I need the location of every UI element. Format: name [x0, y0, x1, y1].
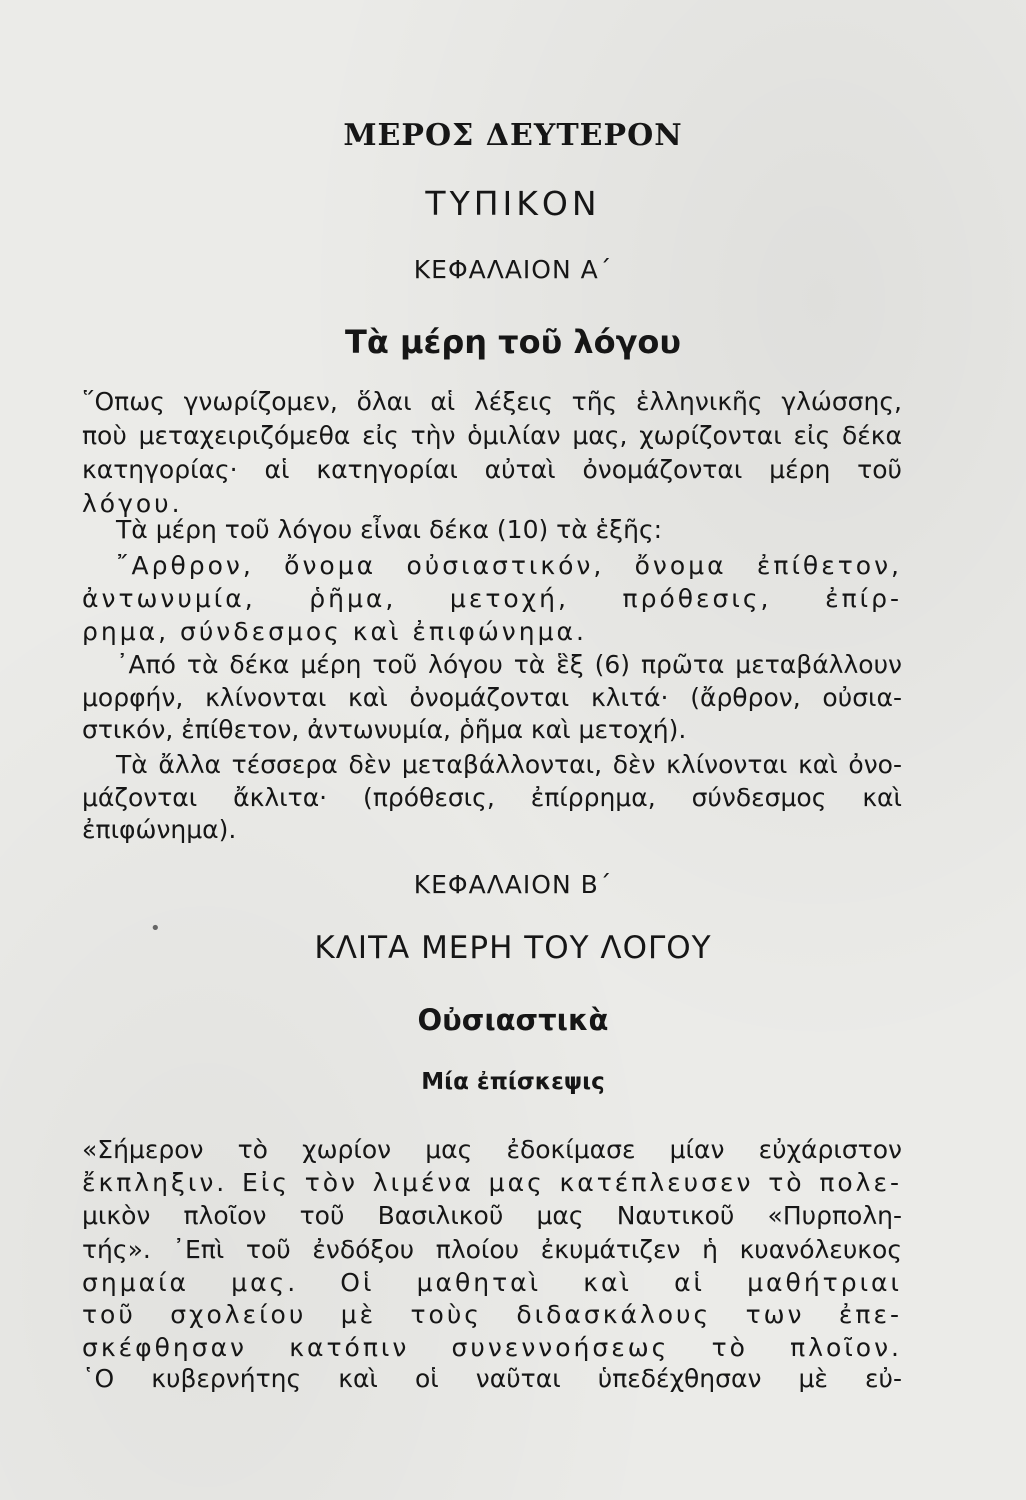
- paragraph-line: σημαία μας. Οἱ μαθηταὶ καὶ αἱ μαθήτριαι: [82, 1268, 902, 1297]
- ink-speck: •: [150, 918, 161, 939]
- paragraph-line: μάζονται ἄκλιτα· (πρόθεσις, ἐπίρρημα, σύνδεσμος καὶ: [82, 783, 902, 812]
- section-title: ΤΥΠΙΚΟΝ: [425, 184, 601, 223]
- paragraph-line: Τὰ μέρη τοῦ λόγου εἶναι δέκα (10) τὰ ἑξῆς:: [116, 515, 663, 544]
- paragraph-line: ἔκπληξιν. Εἰς τὸν λιμένα μας κατέπλευσεν τὸ πολε-: [82, 1168, 902, 1197]
- paragraph-line: ῾Ο κυβερνήτης καὶ οἱ ναῦται ὑπεδέχθησαν μὲ εὐ-: [82, 1364, 902, 1393]
- paragraph-line: μορφήν, κλίνονται καὶ ὀνομάζονται κλιτά· (ἄρθρον, οὐσια-: [82, 683, 902, 712]
- paragraph-line: σκέφθησαν κατόπιν συνεννοήσεως τὸ πλοῖον.: [82, 1333, 902, 1362]
- paragraph-line: ᾿Από τὰ δέκα μέρη τοῦ λόγου τὰ ἓξ (6) πρῶτα μεταβάλλουν: [116, 650, 902, 679]
- chapter-label: ΚΕΦΑΛΑΙΟΝ Α΄: [413, 255, 613, 284]
- paragraph-line: ῎Αρθρον, ὄνομα οὐσιαστικόν, ὄνομα ἐπίθετον,: [116, 551, 902, 580]
- section-subtitle: ΚΛΙΤΑ ΜΕΡΗ ΤΟΥ ΛΟΓΟΥ: [314, 930, 712, 966]
- chapter-title: Τὰ μέρη τοῦ λόγου: [345, 323, 681, 361]
- paragraph-line: «Σήμερον τὸ χωρίον μας ἐδοκίμασε μίαν εὐχάριστον: [82, 1135, 902, 1164]
- paragraph-line: ῞Οπως γνωρίζομεν, ὅλαι αἱ λέξεις τῆς ἑλληνικῆς γλώσσης,: [82, 387, 902, 416]
- paragraph-line: κατηγορίας· αἱ κατηγορίαι αὐταὶ ὀνομάζονται μέρη τοῦ: [82, 455, 902, 484]
- paragraph-line: τής». ᾿Επὶ τοῦ ἐνδόξου πλοίου ἐκυμάτιζεν ἡ κυανόλευκος: [82, 1235, 902, 1264]
- paragraph-line: ποὺ μεταχειριζόμεθα εἰς τὴν ὁμιλίαν μας, χωρίζονται εἰς δέκα: [82, 421, 902, 450]
- paragraph-line: ἀντωνυμία, ῥῆμα, μετοχή, πρόθεσις, ἐπίρ-: [82, 584, 902, 613]
- paragraph-line: λόγου.: [82, 489, 183, 518]
- part-title: ΜΕΡΟΣ ΔΕΥΤΕΡΟΝ: [343, 118, 683, 153]
- paragraph-line: ἐπιφώνημα).: [82, 815, 237, 844]
- paragraph-line: τοῦ σχολείου μὲ τοὺς διδασκάλους των ἐπε-: [82, 1300, 902, 1329]
- paragraph-line: στικόν, ἐπίθετον, ἀντωνυμία, ῥῆμα καὶ μετοχή).: [82, 715, 687, 744]
- paragraph-line: Τὰ ἄλλα τέσσερα δὲν μεταβάλλονται, δὲν κλίνονται καὶ ὀνο-: [116, 750, 902, 779]
- paragraph-line: ρημα, σύνδεσμος καὶ ἐπιφώνημα.: [82, 617, 587, 646]
- paragraph-line: μικὸν πλοῖον τοῦ Βασιλικοῦ μας Ναυτικοῦ «Πυρπολη-: [82, 1201, 902, 1230]
- reading-title: Μία ἐπίσκεψις: [421, 1069, 605, 1095]
- chapter-label: ΚΕΦΑΛΑΙΟΝ Β΄: [413, 870, 613, 899]
- topic-heading: Οὐσιαστικὰ: [417, 1003, 609, 1037]
